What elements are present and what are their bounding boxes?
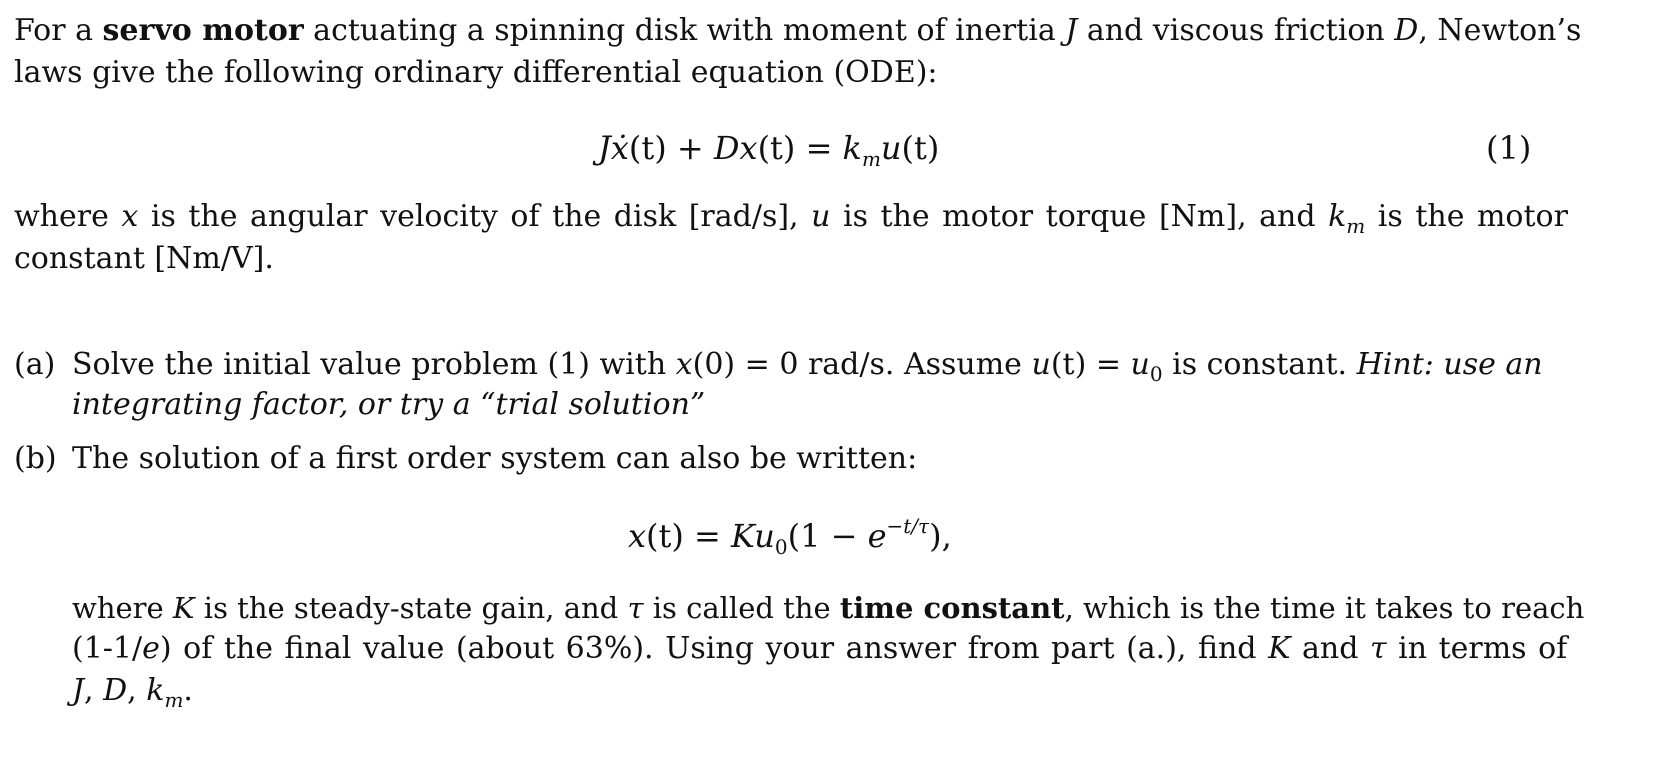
torque-symbol: u <box>1031 347 1051 382</box>
equation-2 <box>628 514 952 559</box>
velocity-symbol: x <box>121 199 139 234</box>
eq-symbol: e <box>867 517 887 555</box>
intro-text: actuating a spinning disk with moment of inertia <box>303 13 1066 48</box>
friction-symbol: D <box>1394 13 1419 48</box>
part-b-text: , which is the time it takes to reach <box>1064 591 1585 625</box>
part-a-label: (a) <box>14 347 56 382</box>
eq-symbol: x <box>628 517 647 555</box>
friction-symbol: D <box>103 673 128 708</box>
eq-symbol: x <box>739 129 758 167</box>
eq-text: (t) + <box>628 129 714 167</box>
motor-constant-symbol: k <box>1328 199 1347 234</box>
gain-symbol: K <box>1268 631 1291 666</box>
torque-symbol: u <box>1130 347 1150 382</box>
eq-exponent: −t/τ <box>886 514 930 538</box>
servo-motor-term: servo motor <box>102 13 304 48</box>
time-constant-term: time constant <box>839 591 1065 625</box>
where-text: is the motor torque [Nm], and <box>830 199 1329 234</box>
eq-symbol: u <box>880 129 902 167</box>
inertia-symbol: J <box>72 673 85 708</box>
eq-text: (1 − <box>787 517 868 555</box>
part-b-line-3 <box>72 631 1568 666</box>
where-text: is the motor <box>1365 199 1568 234</box>
eq-symbol: ẋ <box>610 129 629 167</box>
part-a-text: Solve the initial value problem (1) with <box>72 347 676 382</box>
tau-symbol: τ <box>627 591 644 625</box>
part-b-text: and <box>1290 631 1370 666</box>
intro-text: , Newton’s <box>1418 13 1582 48</box>
motor-constant-symbol: k <box>146 673 165 708</box>
part-a-text: (t) = <box>1050 347 1131 382</box>
subscript: m <box>164 688 184 712</box>
part-b-text: in terms of <box>1386 631 1568 666</box>
subscript: 0 <box>1149 362 1163 386</box>
hint-text: Hint: use an <box>1356 347 1543 382</box>
part-a-text: is constant. <box>1162 347 1357 382</box>
part-b-line-4 <box>72 673 193 712</box>
part-b-text: , <box>127 673 147 708</box>
velocity-symbol: x <box>675 347 693 382</box>
torque-symbol: u <box>811 199 831 234</box>
part-b-text: where <box>72 591 173 625</box>
where-line-1 <box>14 199 1568 238</box>
part-b-text: is the steady-state gain, and <box>194 591 628 625</box>
part-a-line-1 <box>72 347 1543 386</box>
eq-symbol: u <box>754 517 775 555</box>
part-b-label: (b) <box>14 441 57 476</box>
tau-symbol: τ <box>1369 631 1387 666</box>
subscript: m <box>1346 214 1366 238</box>
where-text: is the angular velocity of the disk [rad/s], <box>138 199 812 234</box>
part-b-text: (1-1/ <box>72 631 143 666</box>
part-b-text: ) of the final value (about 63%). Using your answer from part (a.), find <box>159 631 1269 666</box>
eq-symbol: J <box>598 129 611 167</box>
e-symbol: e <box>142 631 160 666</box>
part-b-line-2 <box>72 591 1585 625</box>
equation-1 <box>598 129 940 171</box>
eq-text: ), <box>929 517 952 555</box>
part-b-line-1: The solution of a first order system can also be written: <box>72 441 918 476</box>
intro-line-2: laws give the following ordinary differential equation (ODE): <box>14 55 938 90</box>
intro-text: and viscous friction <box>1077 13 1395 48</box>
part-b-text: is called the <box>643 591 840 625</box>
where-text: where <box>14 199 122 234</box>
eq-text: (t) = <box>757 129 843 167</box>
eq-subscript: m <box>861 147 881 171</box>
part-b-text: , <box>84 673 104 708</box>
equation-number: (1) <box>1486 129 1532 167</box>
intro-line-1 <box>14 13 1582 48</box>
part-b-text: . <box>183 673 193 708</box>
eq-text: (t) <box>901 129 940 167</box>
part-a-text: (0) = 0 rad/s. Assume <box>692 347 1032 382</box>
gain-symbol: K <box>172 591 195 625</box>
eq-symbol: k <box>842 129 862 167</box>
inertia-symbol: J <box>1065 13 1078 48</box>
where-line-2: constant [Nm/V]. <box>14 241 274 276</box>
eq-text: (t) = <box>646 517 732 555</box>
eq-symbol: K <box>731 517 755 555</box>
part-a-line-2: integrating factor, or try a “trial solution” <box>72 387 706 422</box>
eq-symbol: D <box>713 129 740 167</box>
intro-text: For a <box>14 13 103 48</box>
eq-subscript: 0 <box>774 535 788 559</box>
